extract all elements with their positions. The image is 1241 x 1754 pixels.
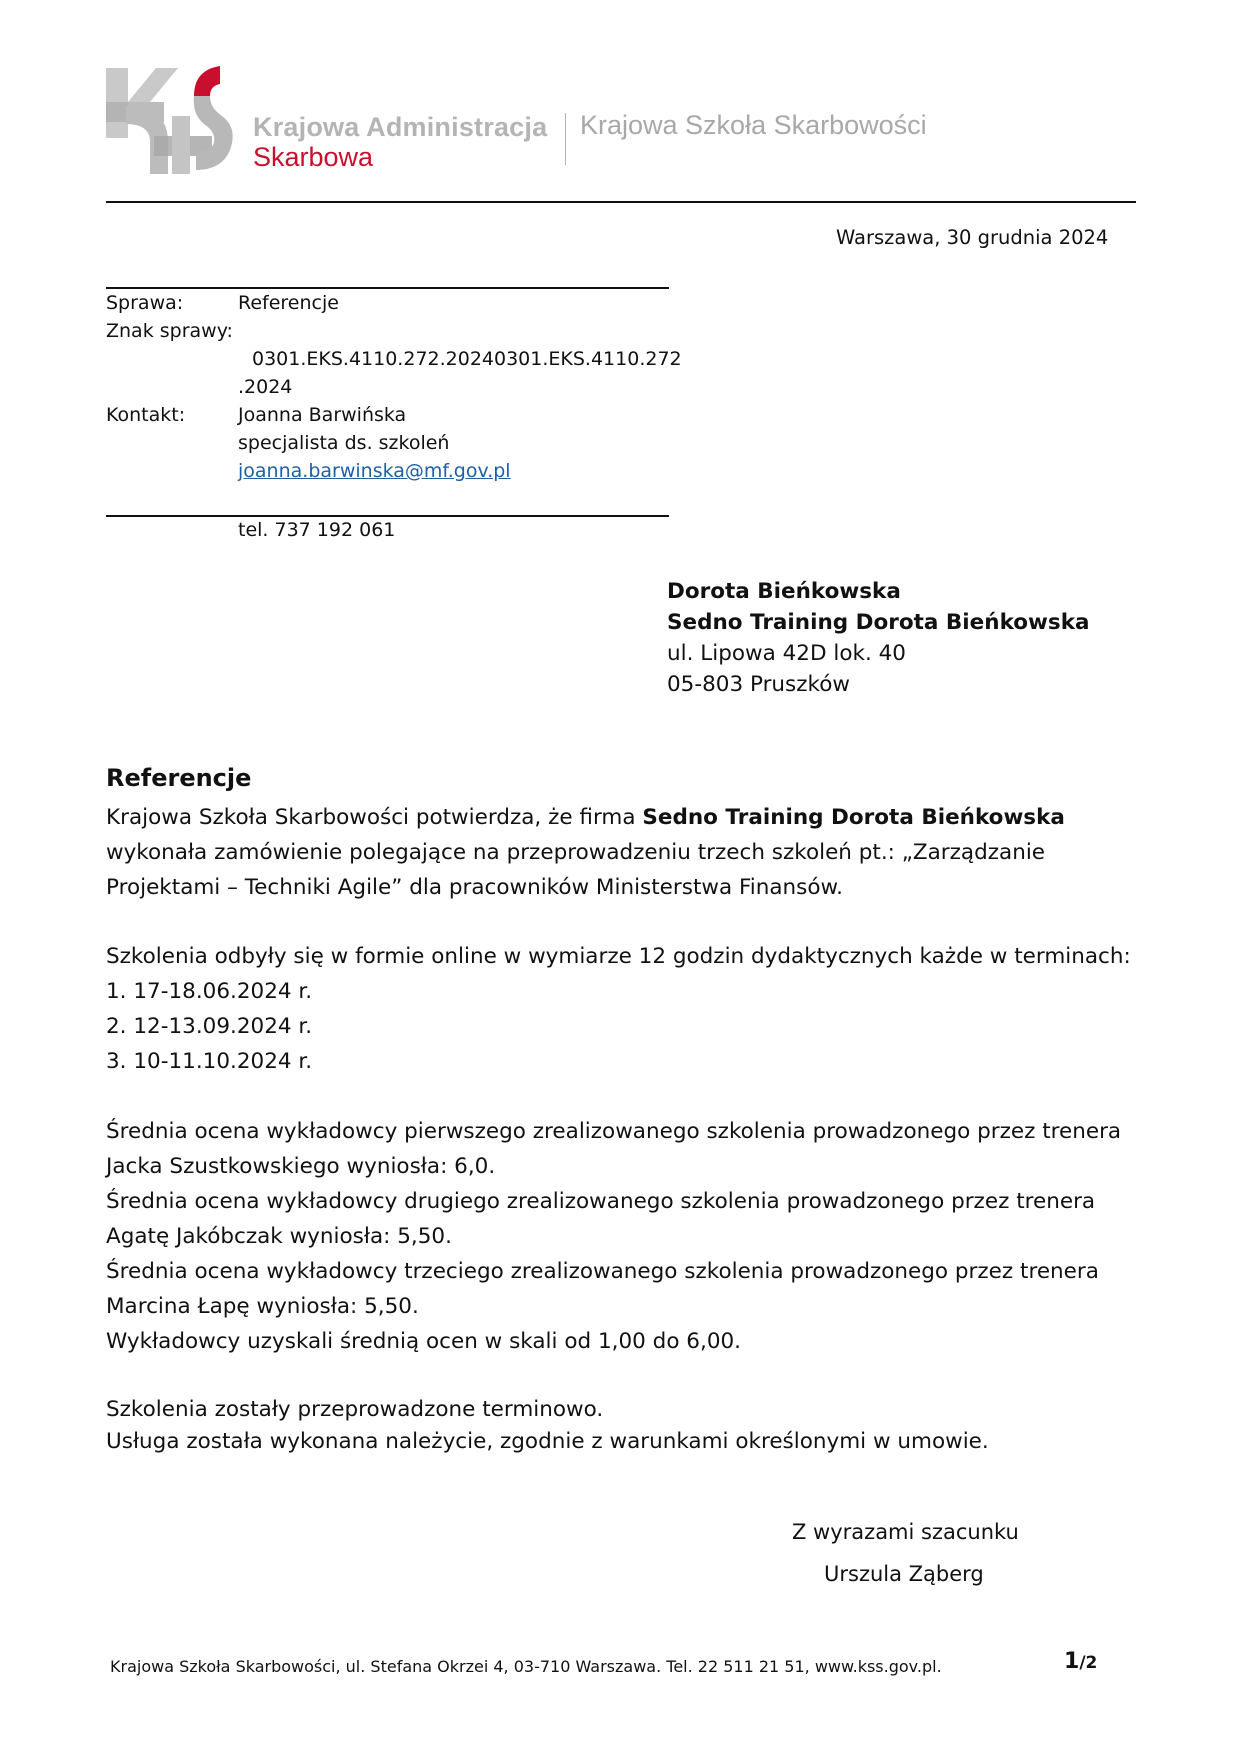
rating-item: Średnia ocena wykładowcy pierwszego zrealizowanego szkolenia prowadzonego przez trenera Jacka Szustkowskiego wyniosła: 6,0.	[106, 1119, 1122, 1179]
kontakt-label: Kontakt:	[106, 404, 186, 426]
page-total: /2	[1079, 1653, 1098, 1673]
recipient-street: ul. Lipowa 42D lok. 40	[667, 641, 906, 666]
closing-line: Szkolenia zostały przeprowadzone terminowo.	[106, 1397, 604, 1422]
znak-value-line2: .2024	[238, 376, 293, 398]
intro-text-after: wykonała zamówienie polegające na przeprowadzeniu trzech szkoleń pt.: „Zarządzanie Projektami – Techniki Agile” dla pracowników Ministerstwa Finansów.	[106, 840, 1046, 900]
kontakt-email-link[interactable]: joanna.barwinska@mf.gov.pl	[238, 460, 511, 482]
sprawa-value: Referencje	[238, 292, 339, 314]
rating-item: Średnia ocena wykładowcy trzeciego zrealizowanego szkolenia prowadzonego przez trenera Marcina Łapę wyniosła: 5,50.	[106, 1259, 1099, 1319]
intro-paragraph	[106, 800, 1136, 905]
znak-label: Znak sprawy:	[106, 320, 233, 342]
sessions-intro: Szkolenia odbyły się w formie online w wymiarze 12 godzin dydaktycznych każde w terminach:	[106, 944, 1131, 969]
kontakt-role: specjalista ds. szkoleń	[238, 432, 450, 454]
rating-item: Średnia ocena wykładowcy drugiego zrealizowanego szkolenia prowadzonego przez trenera Agatę Jakóbczak wyniosła: 5,50.	[106, 1189, 1096, 1249]
page-number	[1064, 1649, 1097, 1674]
ratings-block	[106, 1114, 1136, 1359]
closing-block	[106, 1394, 1136, 1458]
recipient-city: 05-803 Pruszków	[667, 672, 850, 697]
kas-logo-icon	[106, 66, 236, 174]
intro-company-bold: Sedno Training Dorota Bieńkowska	[642, 805, 1065, 830]
rating-scale-note: Wykładowcy uzyskali średnią ocen w skali od 1,00 do 6,00.	[106, 1329, 742, 1354]
footer-address: Krajowa Szkoła Skarbowości, ul. Stefana Okrzei 4, 03-710 Warszawa. Tel. 22 511 21 51, www.kss.gov.pl.	[110, 1657, 942, 1676]
header-rule	[106, 201, 1136, 203]
closing-line: Usługa została wykonana należycie, zgodnie z warunkami określonymi w umowie.	[106, 1429, 989, 1454]
session-item: 3. 10-11.10.2024 r.	[106, 1049, 313, 1074]
znak-value-line1: 0301.EKS.4110.272.20240301.EKS.4110.272	[252, 348, 682, 370]
page-current: 1	[1064, 1649, 1080, 1674]
recipient-name: Dorota Bieńkowska	[667, 579, 901, 604]
sprawa-label: Sprawa:	[106, 292, 184, 314]
sessions-block	[106, 939, 1136, 1079]
kontakt-name: Joanna Barwińska	[238, 404, 407, 426]
school-name: Krajowa Szkoła Skarbowości	[580, 110, 927, 140]
session-item: 2. 12-13.09.2024 r.	[106, 1014, 313, 1039]
letter-heading: Referencje	[106, 764, 252, 792]
date-line: Warszawa, 30 grudnia 2024	[836, 226, 1109, 249]
session-item: 1. 17-18.06.2024 r.	[106, 979, 313, 1004]
recipient-company: Sedno Training Dorota Bieńkowska	[667, 610, 1090, 635]
recipient-block	[667, 576, 1090, 700]
intro-text-before: Krajowa Szkoła Skarbowości potwierdza, że firma	[106, 805, 643, 830]
salutation: Z wyrazami szacunku	[792, 1520, 1019, 1544]
kontakt-phone: tel. 737 192 061	[238, 519, 396, 541]
org-name-line2: Skarbowa	[253, 142, 374, 172]
meta-rule-top	[106, 287, 669, 289]
signer-name: Urszula Ząberg	[824, 1562, 984, 1586]
org-name-line1: Krajowa Administracja	[253, 112, 548, 142]
header-divider	[565, 113, 566, 165]
